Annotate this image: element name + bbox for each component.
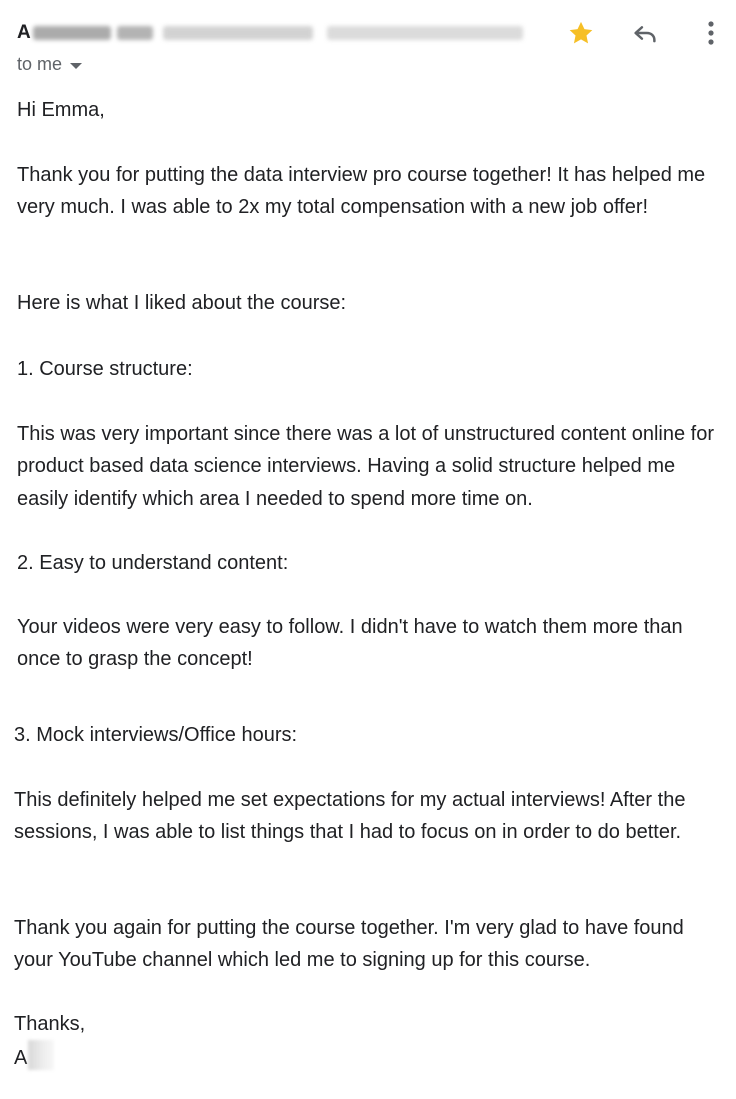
body-paragraph: This definitely helped me set expectations for my actual interviews! After the sessions, I was able to list things that I had to focus on in order to do better. xyxy=(14,789,686,844)
reply-icon xyxy=(630,18,660,48)
star-button[interactable] xyxy=(564,16,598,50)
chevron-down-icon[interactable] xyxy=(70,63,82,69)
body-paragraph: Your videos were very easy to follow. I didn't have to watch them more than once to grasp the concept! xyxy=(17,616,683,671)
body-paragraph: Thank you again for putting the course together. I'm very glad to have found your YouTube channel which led me to signing up for this course. xyxy=(14,917,684,972)
recipient-label: to me xyxy=(17,54,63,74)
signature-name: A xyxy=(14,1047,28,1069)
body-paragraph: This was very important since there was a lot of unstructured content online for product based data science interviews. Having a solid structure helped me easily identify which area I needed to spend more time on. xyxy=(17,423,715,510)
redacted-sender-email xyxy=(163,26,313,40)
body-paragraph: Here is what I liked about the course: xyxy=(17,292,347,314)
section-heading: 3. Mock interviews/Office hours: xyxy=(14,724,298,746)
reply-button[interactable] xyxy=(628,16,662,50)
star-icon xyxy=(567,19,595,47)
closing: Thanks, xyxy=(14,1013,86,1035)
more-options-button[interactable] xyxy=(694,16,728,50)
greeting: Hi Emma, xyxy=(17,99,105,121)
sender-row xyxy=(17,20,523,46)
redacted-sender-email xyxy=(327,26,523,40)
sender-name[interactable]: A xyxy=(17,22,31,43)
body-paragraph: Thank you for putting the data interview pro course together! It has helped me very much. I was able to 2x my total compensation with a new job offer! xyxy=(17,164,706,219)
recipient-row[interactable] xyxy=(17,54,82,75)
more-vert-icon xyxy=(699,18,723,48)
section-heading: 2. Easy to understand content: xyxy=(17,552,289,574)
section-heading: 1. Course structure: xyxy=(17,358,193,380)
redacted-sender-name xyxy=(117,26,153,40)
redacted-sender-name xyxy=(33,26,111,40)
redacted-signature xyxy=(28,1040,54,1070)
signature xyxy=(14,1040,726,1074)
email-header xyxy=(0,0,736,90)
